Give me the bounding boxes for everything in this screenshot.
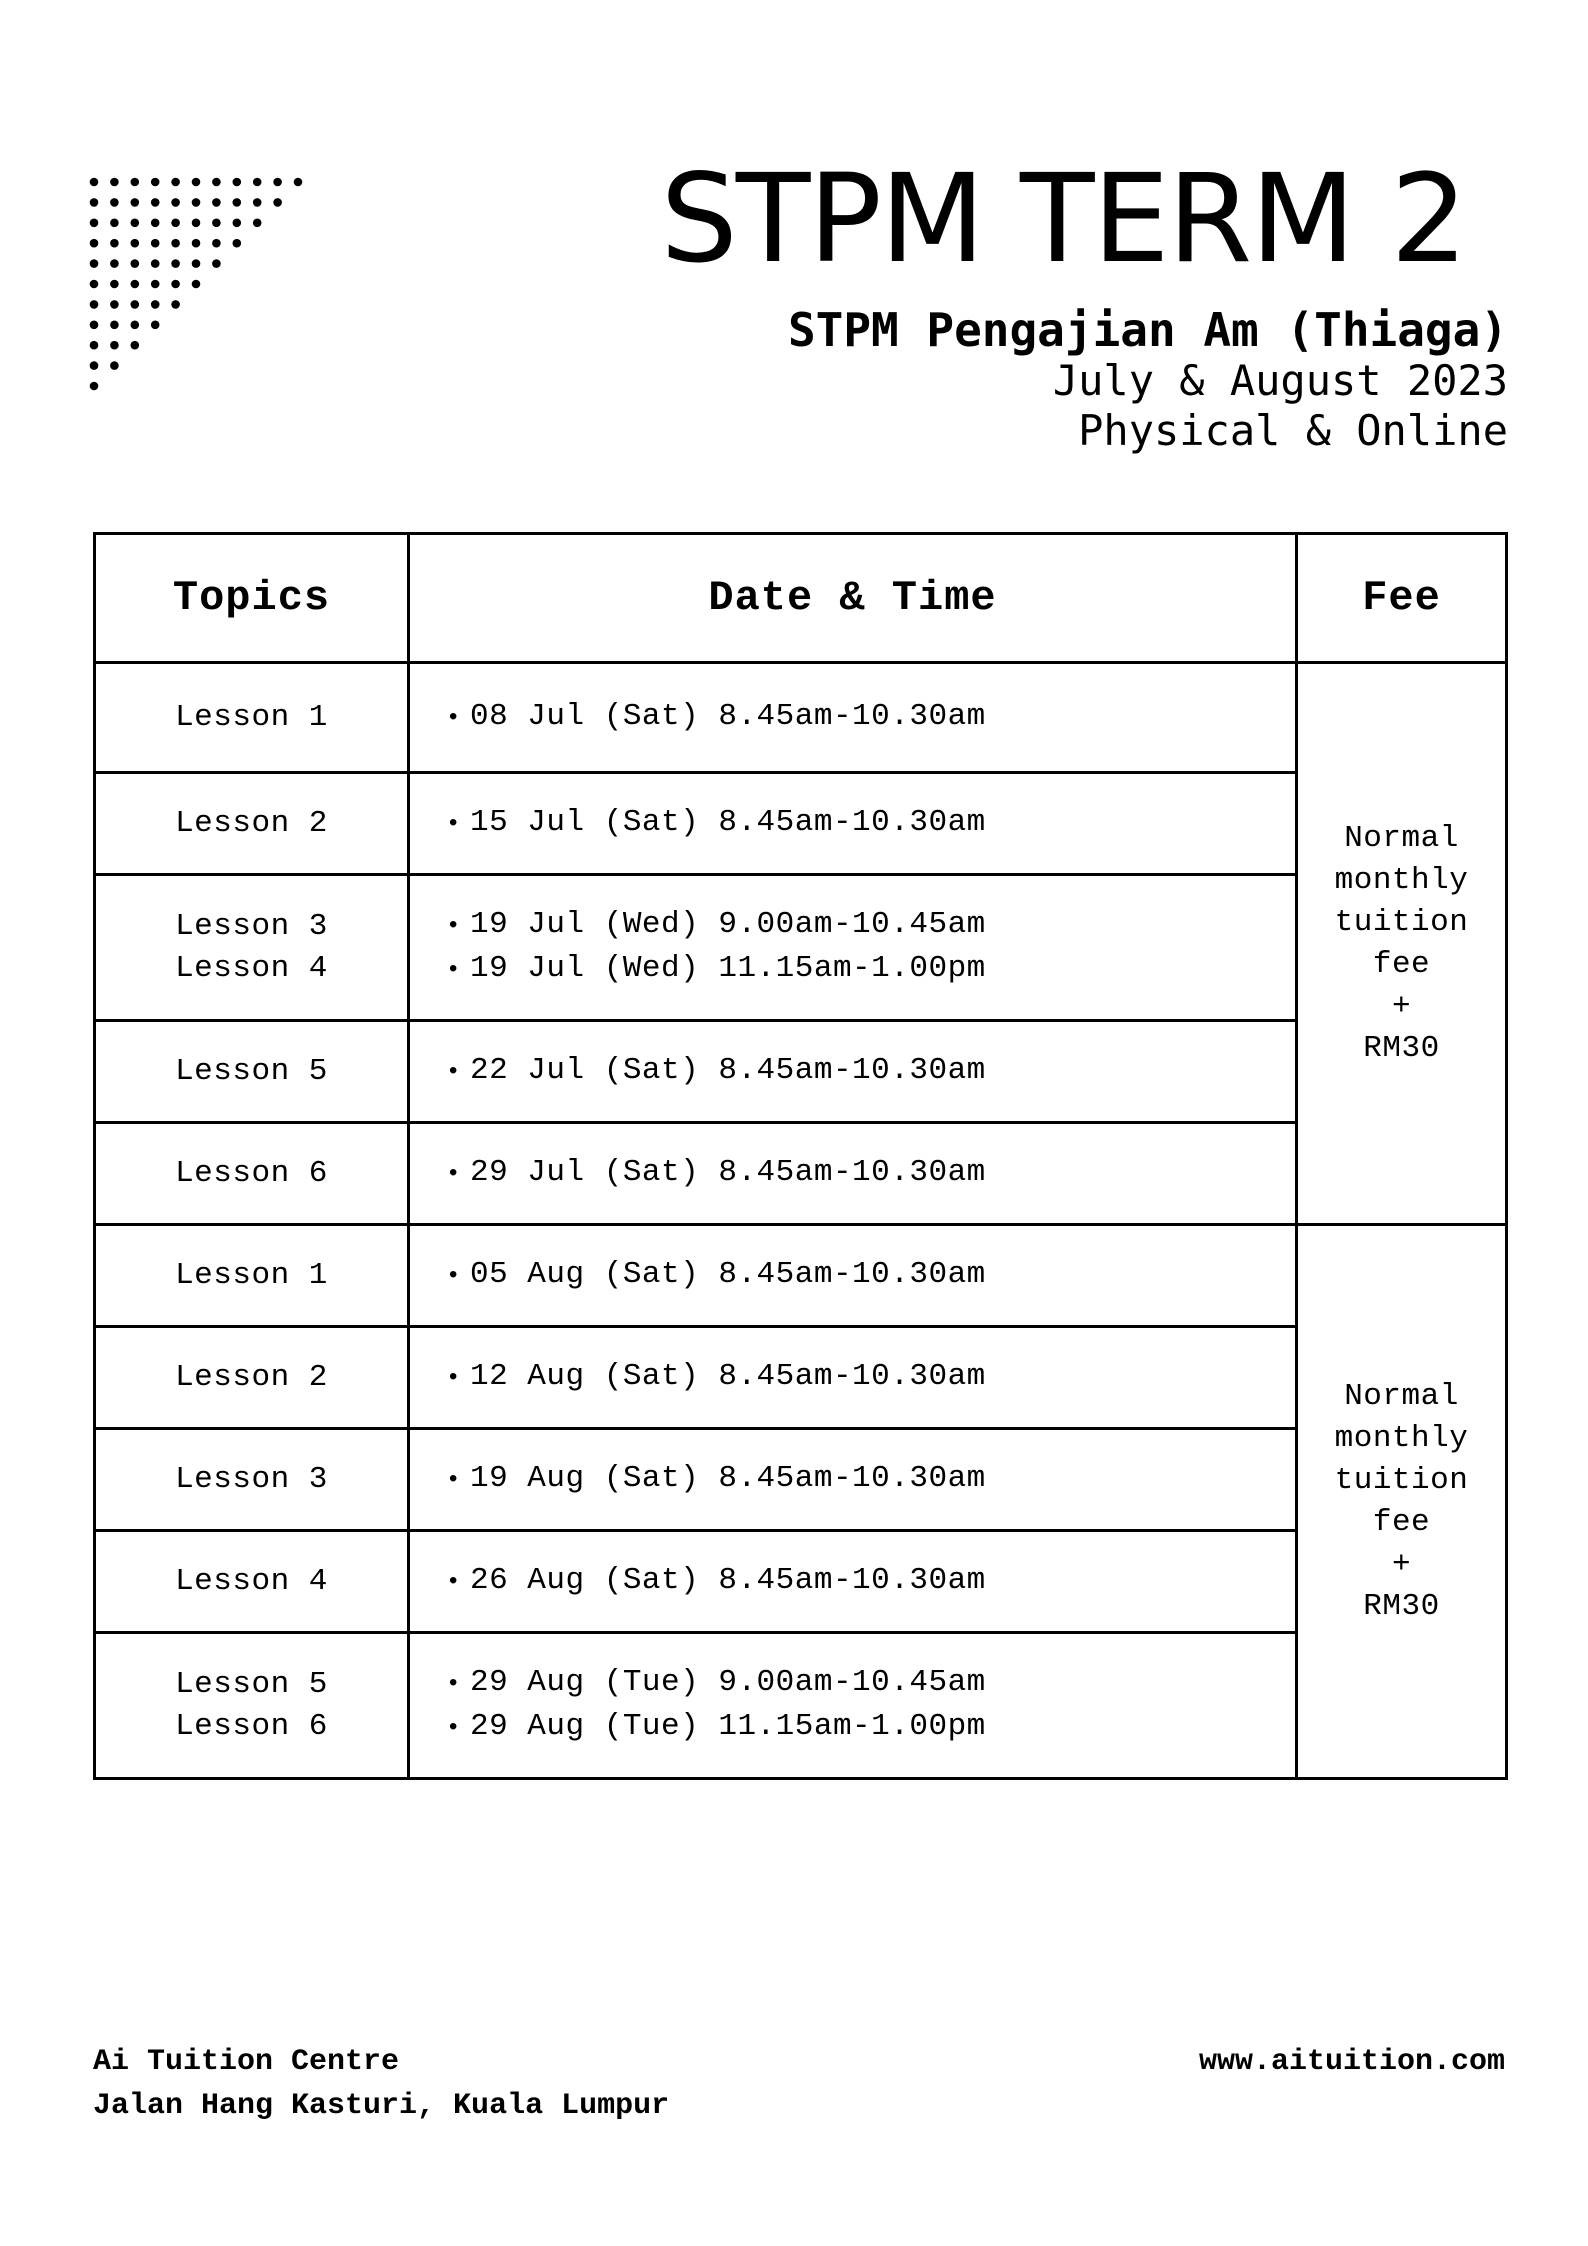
topic-cell xyxy=(95,1021,409,1123)
fee-cell xyxy=(1297,1225,1507,1779)
pattern-dot xyxy=(90,300,99,309)
date-time-cell xyxy=(409,875,1297,1021)
topic-text: Lesson 6 xyxy=(175,1708,328,1744)
pattern-dot xyxy=(90,219,99,228)
table-header-row xyxy=(95,534,1507,663)
pattern-dot xyxy=(151,198,160,207)
pattern-dot xyxy=(171,300,180,309)
table-row xyxy=(95,1021,1507,1123)
pattern-dot xyxy=(110,219,119,228)
table-row xyxy=(95,773,1507,875)
pattern-dot xyxy=(233,239,242,248)
schedule-table xyxy=(93,532,1508,1780)
pattern-dot xyxy=(151,321,160,330)
pattern-dot xyxy=(110,341,119,350)
pattern-dot xyxy=(110,300,119,309)
centre-name: Ai Tuition Centre xyxy=(93,2045,400,2079)
topic-text: Lesson 6 xyxy=(175,1155,328,1191)
date-time-text: • 26 Aug (Sat) 8.45am-10.30am xyxy=(446,1560,1295,1604)
fee-cell xyxy=(1297,663,1507,1225)
fee-text: fee xyxy=(1372,946,1431,982)
pattern-dot xyxy=(90,382,99,391)
date-time-text: • 29 Aug (Tue) 11.15am-1.00pm xyxy=(446,1706,1295,1750)
pattern-dot xyxy=(151,219,160,228)
fee-text: RM30 xyxy=(1363,1030,1440,1066)
table-row xyxy=(95,1123,1507,1225)
date-time-text: • 05 Aug (Sat) 8.45am-10.30am xyxy=(446,1254,1295,1298)
pattern-dot xyxy=(131,219,140,228)
table-row xyxy=(95,1225,1507,1327)
topic-text: Lesson 4 xyxy=(175,1563,328,1599)
date-time-text: • 12 Aug (Sat) 8.45am-10.30am xyxy=(446,1356,1295,1400)
pattern-dot xyxy=(294,178,303,187)
pattern-dot xyxy=(90,321,99,330)
pattern-dot xyxy=(192,219,201,228)
pattern-dot xyxy=(212,178,221,187)
page-title: STPM TERM 2 xyxy=(660,148,1466,290)
date-time-text: • 22 Jul (Sat) 8.45am-10.30am xyxy=(446,1050,1295,1094)
pattern-dot xyxy=(212,259,221,268)
topic-text: Lesson 4 xyxy=(175,950,328,986)
pattern-dot xyxy=(171,259,180,268)
pattern-dot xyxy=(90,280,99,289)
pattern-dot xyxy=(151,300,160,309)
topic-text: Lesson 3 xyxy=(175,1461,328,1497)
pattern-dot xyxy=(212,239,221,248)
fee-text: monthly xyxy=(1334,862,1469,898)
pattern-dot xyxy=(151,178,160,187)
pattern-dot xyxy=(110,361,119,370)
pattern-dot xyxy=(131,341,140,350)
pattern-dot xyxy=(192,239,201,248)
pattern-dot xyxy=(253,178,262,187)
topic-cell xyxy=(95,1123,409,1225)
date-time-text: • 29 Jul (Sat) 8.45am-10.30am xyxy=(446,1152,1295,1196)
pattern-dot xyxy=(151,239,160,248)
pattern-dot xyxy=(131,300,140,309)
topic-cell xyxy=(95,1327,409,1429)
pattern-dot xyxy=(171,178,180,187)
pattern-dot xyxy=(192,259,201,268)
subtitle-block xyxy=(788,304,1508,456)
topic-text: Lesson 2 xyxy=(175,805,328,841)
date-time-cell xyxy=(409,1225,1297,1327)
pattern-dot xyxy=(192,178,201,187)
pattern-dot xyxy=(273,198,282,207)
pattern-dot xyxy=(90,198,99,207)
topic-cell xyxy=(95,663,409,773)
topic-cell xyxy=(95,1633,409,1779)
pattern-dot xyxy=(233,178,242,187)
pattern-dot xyxy=(110,321,119,330)
pattern-dot xyxy=(233,219,242,228)
date-time-cell xyxy=(409,1327,1297,1429)
fee-text: tuition xyxy=(1334,1462,1469,1498)
table-row xyxy=(95,1531,1507,1633)
table-row xyxy=(95,875,1507,1021)
pattern-dot xyxy=(131,280,140,289)
pattern-dot xyxy=(233,198,242,207)
date-time-cell xyxy=(409,663,1297,773)
topic-text: Lesson 2 xyxy=(175,1359,328,1395)
fee-text: tuition xyxy=(1334,904,1469,940)
topic-cell xyxy=(95,773,409,875)
fee-text: RM30 xyxy=(1363,1588,1440,1624)
fee-text: fee xyxy=(1372,1504,1431,1540)
pattern-dot xyxy=(131,239,140,248)
date-time-cell xyxy=(409,1531,1297,1633)
topic-text: Lesson 1 xyxy=(175,1257,328,1293)
pattern-dot xyxy=(131,198,140,207)
pattern-dot xyxy=(273,178,282,187)
date-time-cell xyxy=(409,1021,1297,1123)
pattern-dot xyxy=(90,361,99,370)
pattern-dot xyxy=(131,178,140,187)
footer-website: www.aituition.com xyxy=(1198,2045,1505,2079)
pattern-dot xyxy=(110,198,119,207)
topic-text: Lesson 5 xyxy=(175,1053,328,1089)
dot-pattern-decoration xyxy=(88,176,308,396)
pattern-dot xyxy=(171,198,180,207)
date-time-text: • 29 Aug (Tue) 9.00am-10.45am xyxy=(446,1662,1295,1706)
date-time-cell xyxy=(409,1429,1297,1531)
course-period: July & August 2023 xyxy=(1052,356,1508,405)
pattern-dot xyxy=(253,198,262,207)
topic-text: Lesson 1 xyxy=(175,699,328,735)
date-time-text: • 19 Aug (Sat) 8.45am-10.30am xyxy=(446,1458,1295,1502)
date-time-text: • 19 Jul (Wed) 11.15am-1.00pm xyxy=(446,948,1295,992)
pattern-dot xyxy=(110,259,119,268)
fee-text: + xyxy=(1391,1546,1412,1582)
topic-text: Lesson 3 xyxy=(175,908,328,944)
pattern-dot xyxy=(192,280,201,289)
pattern-dot xyxy=(110,239,119,248)
table-row xyxy=(95,663,1507,773)
pattern-dot xyxy=(131,321,140,330)
column-header-fee: Fee xyxy=(1297,534,1507,663)
pattern-dot xyxy=(171,239,180,248)
date-time-text: • 15 Jul (Sat) 8.45am-10.30am xyxy=(446,802,1295,846)
pattern-dot xyxy=(253,219,262,228)
pattern-dot xyxy=(131,259,140,268)
pattern-dot xyxy=(151,280,160,289)
pattern-dot xyxy=(212,198,221,207)
fee-text: + xyxy=(1391,988,1412,1024)
date-time-cell xyxy=(409,1633,1297,1779)
pattern-dot xyxy=(90,178,99,187)
footer-address xyxy=(93,2040,669,2128)
pattern-dot xyxy=(171,280,180,289)
centre-address: Jalan Hang Kasturi, Kuala Lumpur xyxy=(93,2089,670,2123)
pattern-dot xyxy=(90,259,99,268)
table-row xyxy=(95,1327,1507,1429)
topic-cell xyxy=(95,1225,409,1327)
pattern-dot xyxy=(192,198,201,207)
fee-text: Normal xyxy=(1344,1378,1459,1414)
topic-cell xyxy=(95,1429,409,1531)
pattern-dot xyxy=(110,178,119,187)
column-header-date-time: Date & Time xyxy=(409,534,1297,663)
pattern-dot xyxy=(110,280,119,289)
pattern-dot xyxy=(212,219,221,228)
course-name: STPM Pengajian Am (Thiaga) xyxy=(787,303,1508,357)
pattern-dot xyxy=(151,259,160,268)
table-row xyxy=(95,1633,1507,1779)
date-time-cell xyxy=(409,773,1297,875)
topic-cell xyxy=(95,1531,409,1633)
column-header-topics: Topics xyxy=(95,534,409,663)
date-time-cell xyxy=(409,1123,1297,1225)
pattern-dot xyxy=(90,341,99,350)
topic-cell xyxy=(95,875,409,1021)
fee-text: Normal xyxy=(1344,820,1459,856)
date-time-text: • 19 Jul (Wed) 9.00am-10.45am xyxy=(446,904,1295,948)
pattern-dot xyxy=(90,239,99,248)
date-time-text: • 08 Jul (Sat) 8.45am-10.30am xyxy=(446,696,1295,740)
topic-text: Lesson 5 xyxy=(175,1666,328,1702)
pattern-dot xyxy=(171,219,180,228)
course-mode: Physical & Online xyxy=(1078,406,1508,455)
table-row xyxy=(95,1429,1507,1531)
fee-text: monthly xyxy=(1334,1420,1469,1456)
